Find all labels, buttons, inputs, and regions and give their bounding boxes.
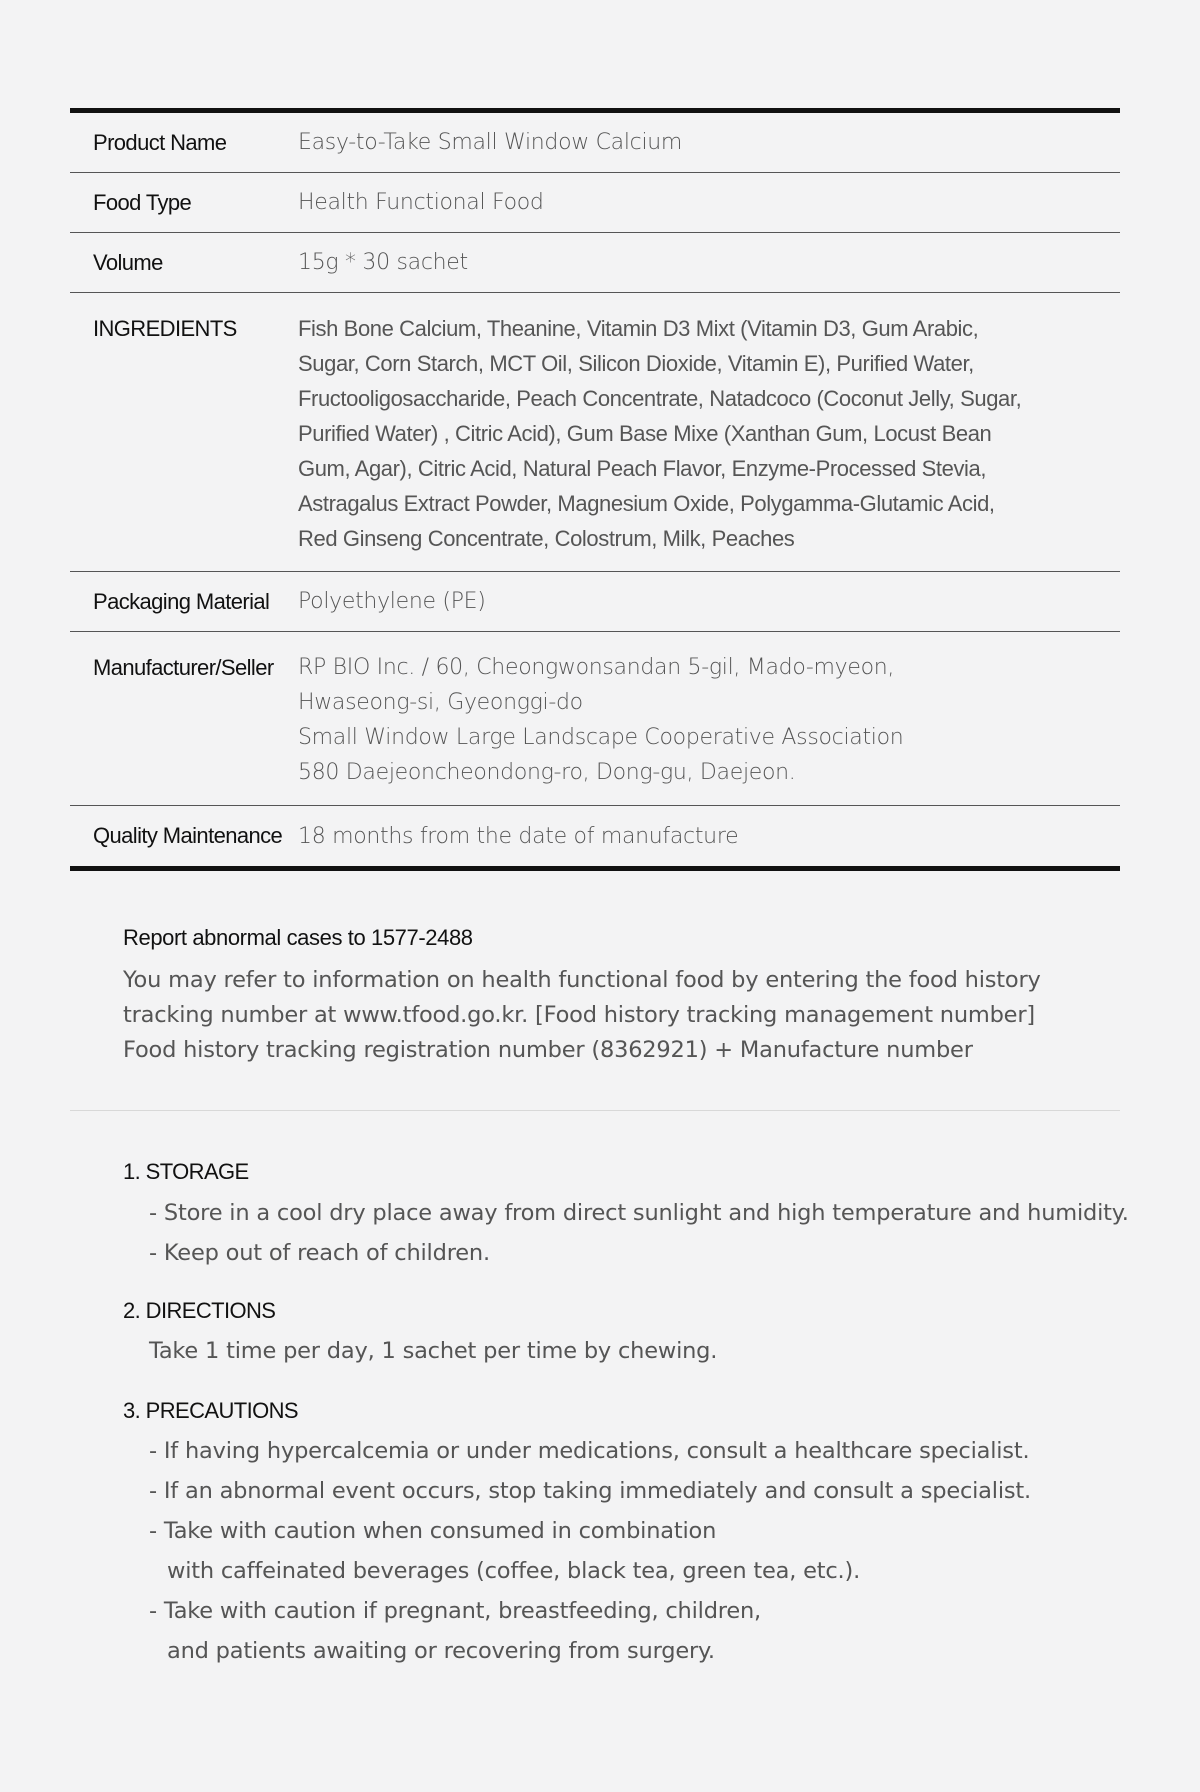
row-label: Product Name [93,129,227,155]
precautions-line: - Take with caution if pregnant, breastfeeding, children, [149,1598,762,1624]
table-row-food-type [70,173,1120,233]
storage-body [123,1193,1173,1273]
precautions-line: - If an abnormal event occurs, stop taking immediately and consult a specialist. [149,1478,1031,1504]
row-value [298,589,1120,614]
table-row-manufacturer [70,632,1120,806]
row-label: INGREDIENTS [93,316,237,341]
storage-section [123,1158,1173,1273]
row-value [298,130,1120,155]
row-label: Manufacturer/Seller [93,655,274,680]
row-value [298,824,1120,849]
value-line: Red Ginseng Concentrate, Colostrum, Milk, Peaches [298,526,795,551]
report-text [123,963,1123,1068]
value-line: Easy-to-Take Small Window Calcium [298,130,683,155]
storage-line: - Keep out of reach of children. [149,1240,490,1266]
table-row-product-name [70,113,1120,173]
value-line: Small Window Large Landscape Cooperative Association [298,725,904,750]
row-label: Quality Maintenance [93,823,283,848]
value-line: RP BIO Inc. / 60, Cheongwonsandan 5-gil, Mado-myeon, [298,655,895,680]
precautions-section [123,1397,1173,1671]
directions-body [123,1331,1173,1371]
value-line: Health Functional Food [298,190,544,215]
report-section [123,925,1123,1068]
value-line: Hwaseong-si, Gyeonggi-do [298,690,583,715]
value-line: 18 months from the date of manufacture [298,823,739,849]
value-line: Gum, Agar), Citric Acid, Natural Peach Flavor, Enzyme-Processed Stevia, [298,456,987,481]
row-value [298,250,1120,275]
precautions-body [123,1431,1173,1671]
storage-heading: 1. STORAGE [123,1159,249,1184]
row-value [298,311,1120,556]
table-row-packaging-material [70,572,1120,632]
row-label: Packaging Material [93,588,270,614]
directions-line: Take 1 time per day, 1 sachet per time by chewing. [149,1338,718,1364]
directions-heading: 2. DIRECTIONS [123,1298,276,1323]
product-info-sheet [70,108,1120,871]
value-line: 580 Daejeoncheondong-ro, Dong-gu, Daejeon. [298,760,796,785]
section-divider [70,1110,1120,1111]
precautions-line: - If having hypercalcemia or under medications, consult a healthcare specialist. [149,1438,1030,1464]
row-value [298,650,1120,790]
precautions-line: - Take with caution when consumed in combination [149,1518,717,1544]
value-line: 15g * 30 sachet [298,250,468,275]
table-row-volume [70,233,1120,293]
table-row-ingredients [70,293,1120,572]
value-line: Polyethylene (PE) [298,589,486,614]
row-label: Food Type [93,189,192,215]
row-value [298,190,1120,215]
value-line: Sugar, Corn Starch, MCT Oil, Silicon Dioxide, Vitamin E), Purified Water, [298,351,974,376]
notes-section [123,1158,1173,1671]
value-line: Fructooligosaccharide, Peach Concentrate, Natadcoco (Coconut Jelly, Sugar, [298,386,1022,411]
row-label: Volume [93,249,163,275]
storage-line: - Store in a cool dry place away from direct sunlight and high temperature and humidity. [149,1200,1129,1226]
precautions-line: with caffeinated beverages (coffee, black tea, green tea, etc.). [167,1558,861,1584]
report-line: You may refer to information on health functional food by entering the food history [123,967,1041,993]
value-line: Fish Bone Calcium, Theanine, Vitamin D3 Mixt (Vitamin D3, Gum Arabic, [298,316,979,341]
precautions-line: and patients awaiting or recovering from surgery. [167,1638,715,1664]
precautions-heading: 3. PRECAUTIONS [123,1398,298,1423]
value-line: Purified Water) , Citric Acid), Gum Base Mixe (Xanthan Gum, Locust Bean [298,421,992,446]
report-line: Food history tracking registration number (8362921) + Manufacture number [123,1037,973,1063]
value-line: Astragalus Extract Powder, Magnesium Oxide, Polygamma-Glutamic Acid, [298,491,995,516]
directions-section [123,1297,1173,1371]
product-info-table [70,108,1120,871]
report-line: tracking number at www.tfood.go.kr. [Food history tracking management number] [123,1002,1035,1028]
table-row-quality-maintenance [70,806,1120,866]
report-title: Report abnormal cases to 1577-2488 [123,925,473,950]
